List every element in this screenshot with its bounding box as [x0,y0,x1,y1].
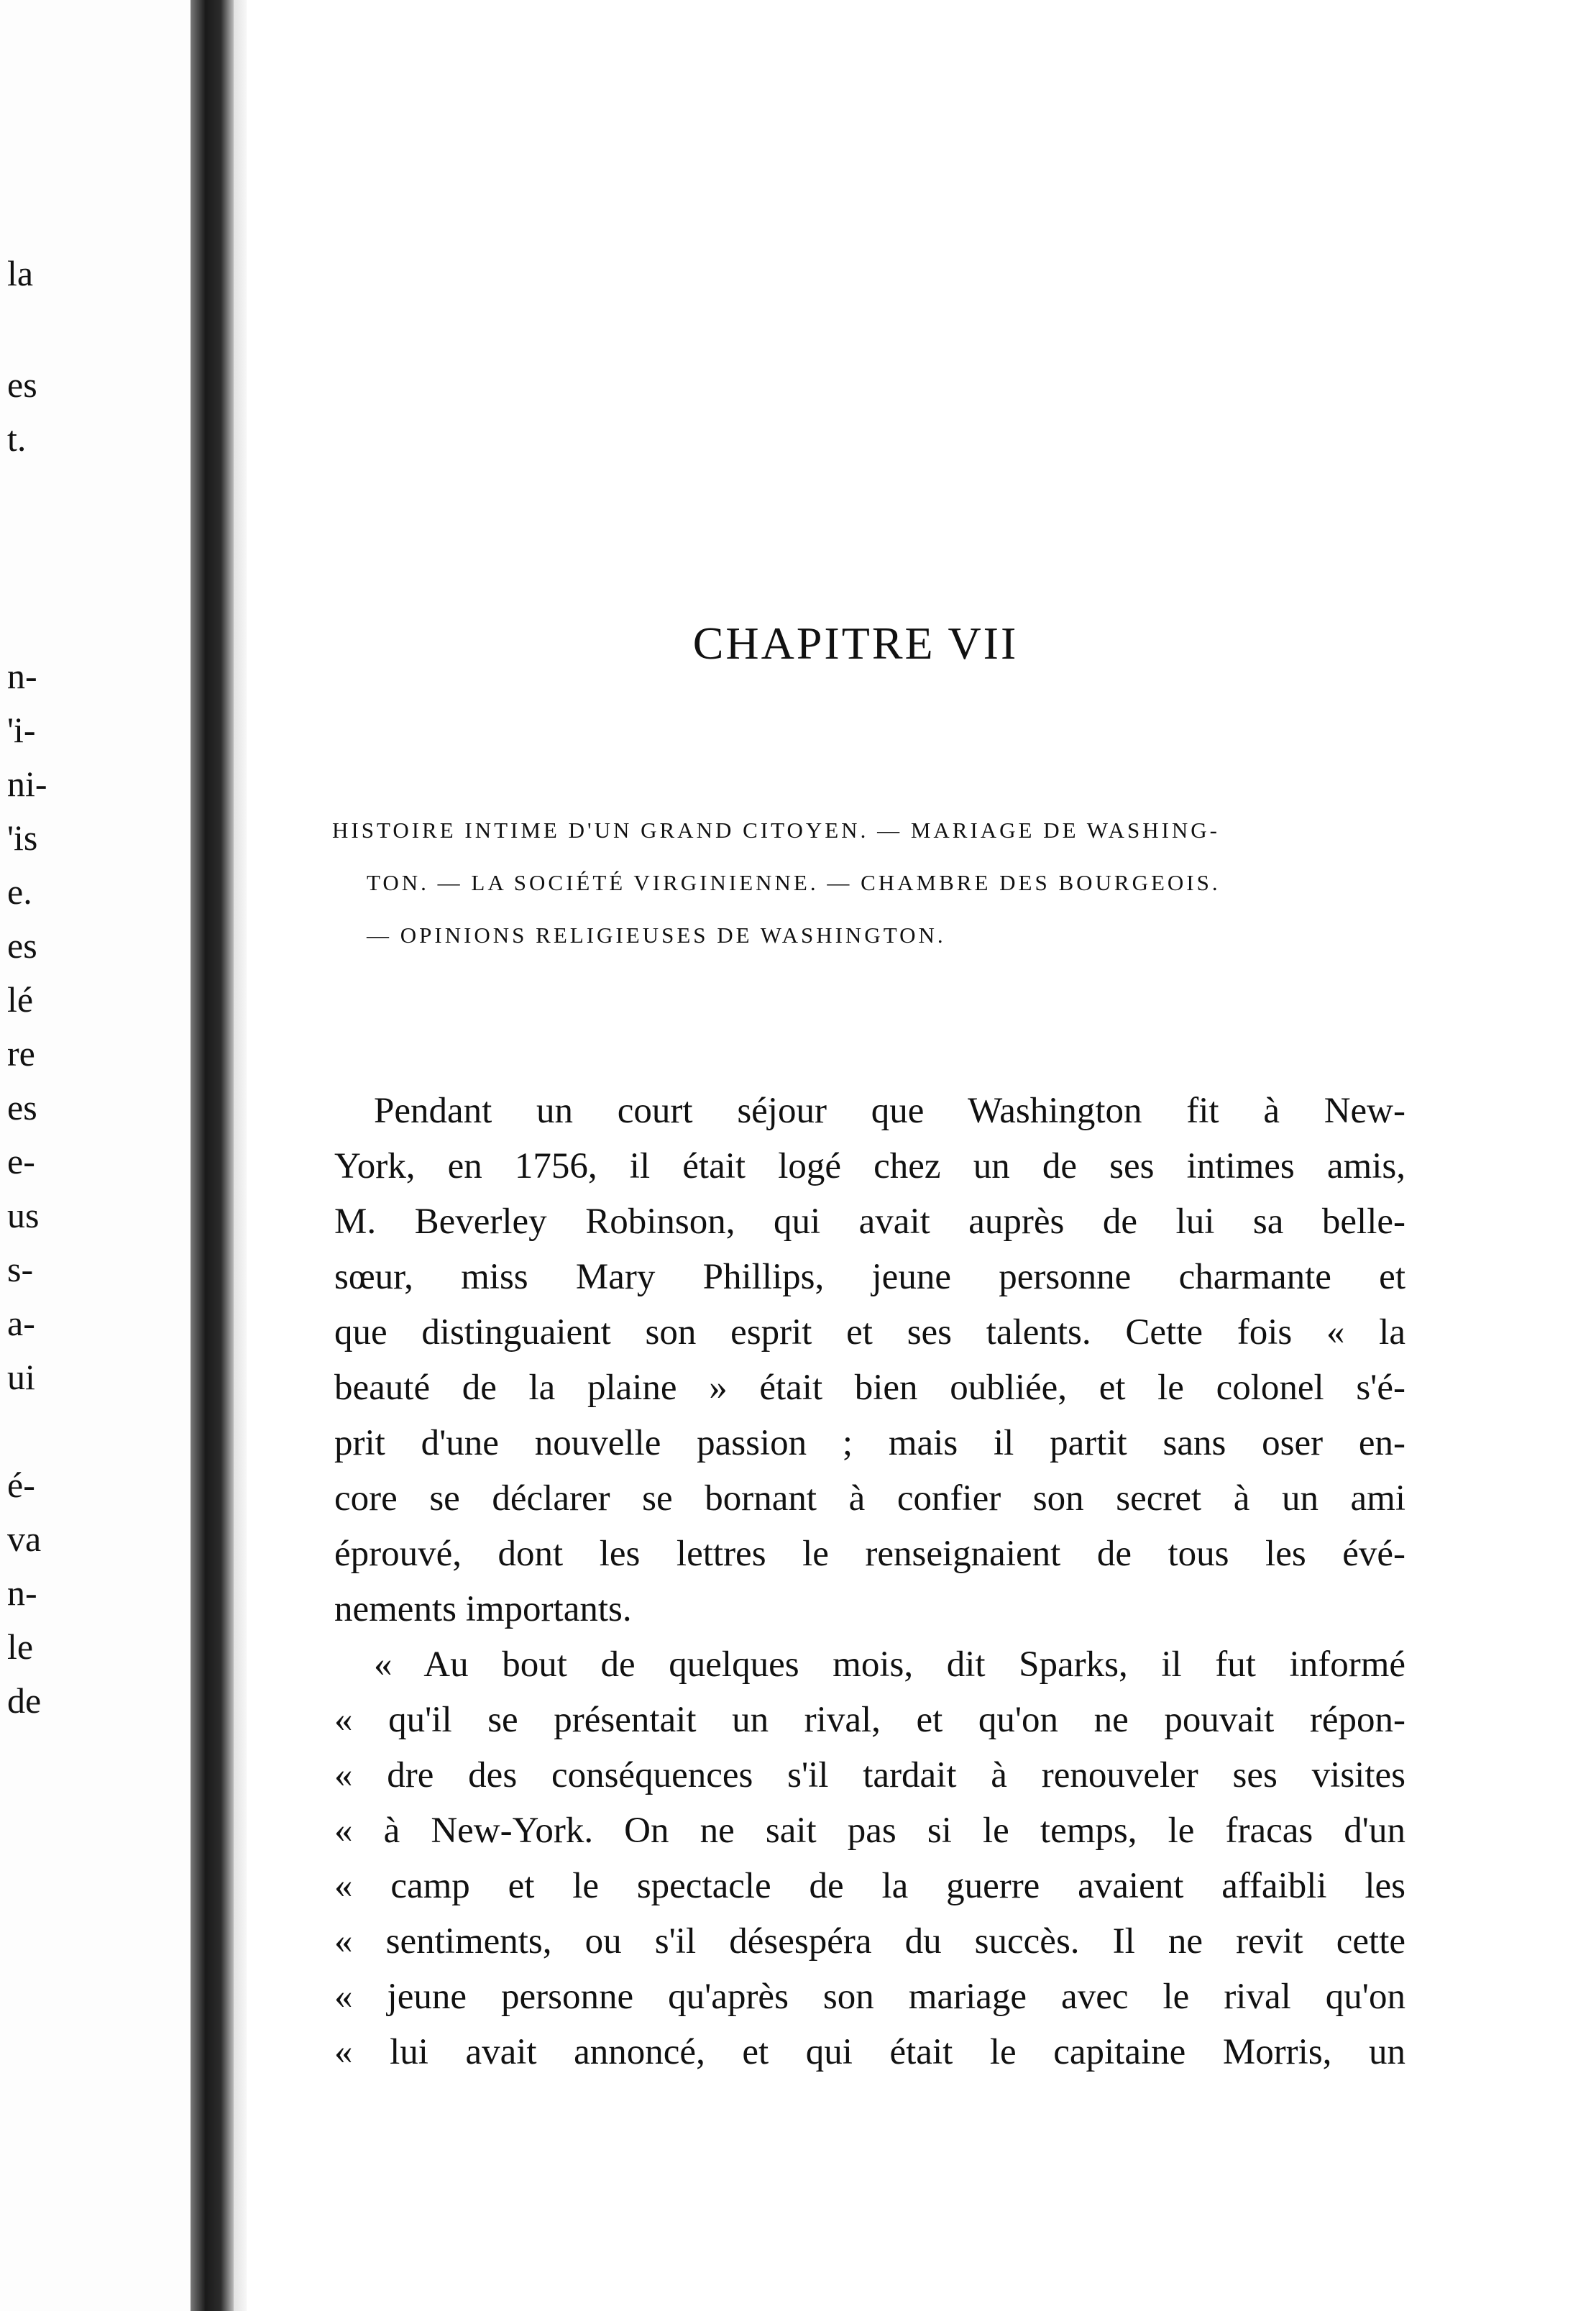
body-text-line: York, en 1756, il était logé chez un de ses intimes amis, [334,1146,1405,1186]
previous-page-fragment: us [7,1195,40,1235]
body-text-line: « Au bout de quelques mois, dit Sparks, il fut informé [374,1644,1405,1685]
previous-page-fragment: e. [7,871,32,912]
previous-page-fragment: 'i- [7,710,36,750]
previous-page-fragment: de [7,1680,42,1721]
previous-page-fragment: re [7,1033,35,1074]
chapter-summary-line: TON. — LA SOCIÉTÉ VIRGINIENNE. — CHAMBRE DES BOURGEOIS. [367,870,1221,895]
previous-page-fragment: n- [7,656,37,696]
body-text-line: que distinguaient son esprit et ses talents. Cette fois « la [334,1312,1405,1353]
previous-page-fragment: 'is [7,818,38,858]
body-text-line: Pendant un court séjour que Washington fit à New- [374,1091,1405,1131]
previous-page-fragment: ui [7,1357,35,1397]
previous-page-fragment: a- [7,1303,35,1343]
previous-page-fragment: e- [7,1141,35,1181]
body-text-line: M. Beverley Robinson, qui avait auprès de lui sa belle- [334,1202,1405,1242]
previous-page-margin [0,0,191,2311]
previous-page-fragment: n- [7,1573,37,1613]
chapter-summary-line: HISTOIRE INTIME D'UN GRAND CITOYEN. — MARIAGE DE WASHING- [332,818,1221,843]
previous-page-fragment: lé [7,979,34,1020]
previous-page-fragment: es [7,925,37,966]
previous-page-fragment: le [7,1626,34,1667]
body-text-line: nements importants. [334,1589,632,1629]
body-text-line: « qu'il se présentait un rival, et qu'on ne pouvait répon- [334,1700,1405,1740]
body-text-line: « jeune personne qu'après son mariage avec le rival qu'on [334,1977,1405,2017]
previous-page-fragment: s- [7,1249,34,1289]
body-text-line: « dre des conséquences s'il tardait à renouveler ses visites [334,1755,1405,1795]
previous-page-fragment: es [7,365,37,405]
previous-page-fragment: va [7,1519,42,1559]
body-text-line: éprouvé, dont les lettres le renseignaient de tous les évé- [334,1534,1405,1574]
body-text-line: sœur, miss Mary Phillips, jeune personne charmante et [334,1257,1405,1297]
chapter-summary-line: — OPINIONS RELIGIEUSES DE WASHINGTON. [367,923,946,948]
previous-page-fragment: es [7,1087,37,1127]
body-text-line: « lui avait annoncé, et qui était le capitaine Morris, un [334,2032,1405,2072]
body-text-line: « camp et le spectacle de la guerre avaient affaibli les [334,1866,1405,1906]
previous-page-fragment: t. [7,418,27,459]
previous-page-fragment: é- [7,1465,35,1505]
chapter-title: CHAPITRE VII [692,618,1019,669]
book-gutter [191,0,234,2311]
previous-page-fragment: la [7,253,34,293]
body-text-line: « sentiments, ou s'il désespéra du succès. Il ne revit cette [334,1921,1405,1962]
body-text-line: « à New-York. On ne sait pas si le temps, le fracas d'un [334,1811,1405,1851]
body-text-line: prit d'une nouvelle passion ; mais il partit sans oser en- [334,1423,1405,1463]
body-text-line: beauté de la plaine » était bien oubliée, et le colonel s'é- [334,1368,1405,1408]
body-text-line: core se déclarer se bornant à confier son secret à un ami [334,1478,1405,1519]
previous-page-fragment: ni- [7,764,47,804]
page-edge [234,0,247,2311]
